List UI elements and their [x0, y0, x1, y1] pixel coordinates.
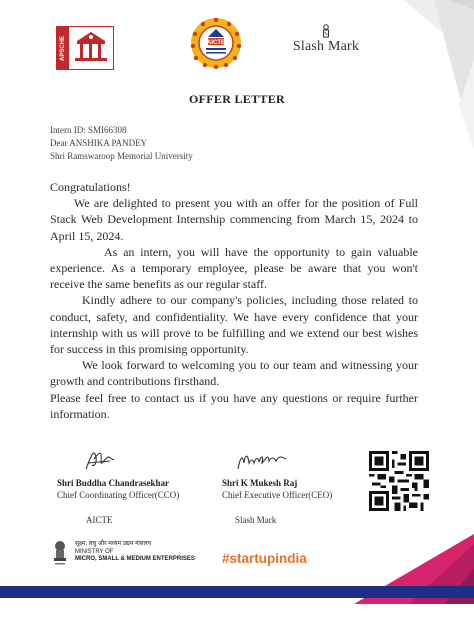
slash-mark-icon: [321, 24, 331, 38]
signatory-role: Chief Executive Officer(CEO): [222, 490, 333, 500]
apsche-logo: APSCHE: [56, 26, 114, 70]
paragraph-contact: Please feel free to contact us if you have any questions or require further information.: [50, 390, 418, 421]
signature-image: [84, 447, 118, 473]
msme-line-1: MINISTRY OF: [75, 548, 114, 555]
apsche-emblem-icon: [73, 31, 109, 65]
aicte-logo: [190, 17, 242, 69]
qr-code: [369, 451, 429, 511]
msme-logo: [52, 540, 202, 570]
university-name: Shri Ramswaroop Memorial University: [50, 151, 193, 161]
signatory-name: Shri K Mukesh Raj: [222, 478, 298, 488]
slash-mark-logo: [281, 24, 371, 64]
signatory-name: Shri Buddha Chandrasekhar: [57, 478, 170, 488]
footer-bar: [0, 586, 474, 598]
msme-emblem: [52, 540, 68, 566]
paragraph-offer: We are delighted to present you with an offer for the position of Full Stack Web Development Internship commencing from March 15, 2024 to April 15, 2024.: [50, 196, 418, 243]
signature-image: [234, 449, 290, 473]
paragraph-experience: As an intern, you will have the opportunity to gain valuable experience. As a temporary employee, please be aware that you won't receive the same benefits as our regular staff.: [50, 244, 418, 292]
document-title: OFFER LETTER: [189, 92, 285, 106]
svg-text:AICTE: AICTE: [207, 40, 225, 46]
paragraph-welcome: We look forward to welcoming you to our team and witnessing your growth and contributions firsthand.: [50, 358, 418, 389]
signatory-org: AICTE: [86, 515, 113, 525]
msme-line-2: MICRO, SMALL & MEDIUM ENTERPRISES: [75, 556, 195, 562]
msme-hindi: सूक्ष्म, लघु और मध्यम उद्यम मंत्रालय: [75, 541, 152, 547]
recipient-name: Dear ANSHIKA PANDEY: [50, 138, 148, 148]
corner-decoration-top: [364, 0, 474, 150]
paragraph-policies: Kindly adhere to our company's policies, including those related to conduct, safety, and confidentiality. We have every confidence that your internship with us will prove to be fulfilling and we extend our best wishes for success in this promising opportunity.: [50, 293, 418, 357]
letter-body: [50, 179, 418, 422]
slash-mark-label: Slash Mark: [292, 39, 360, 54]
signatory-role: Chief Coordinating Officer(CCO): [57, 490, 180, 500]
signatory-org: Slash Mark: [235, 515, 277, 525]
signature-block-cco: [57, 477, 207, 526]
greeting: Congratulations!: [50, 180, 131, 194]
signature-block-ceo: [222, 477, 372, 526]
recipient-details: [50, 124, 193, 163]
startup-india-logo: #startupindia: [222, 551, 307, 566]
intern-id: Intern ID: SMI66308: [50, 125, 127, 135]
